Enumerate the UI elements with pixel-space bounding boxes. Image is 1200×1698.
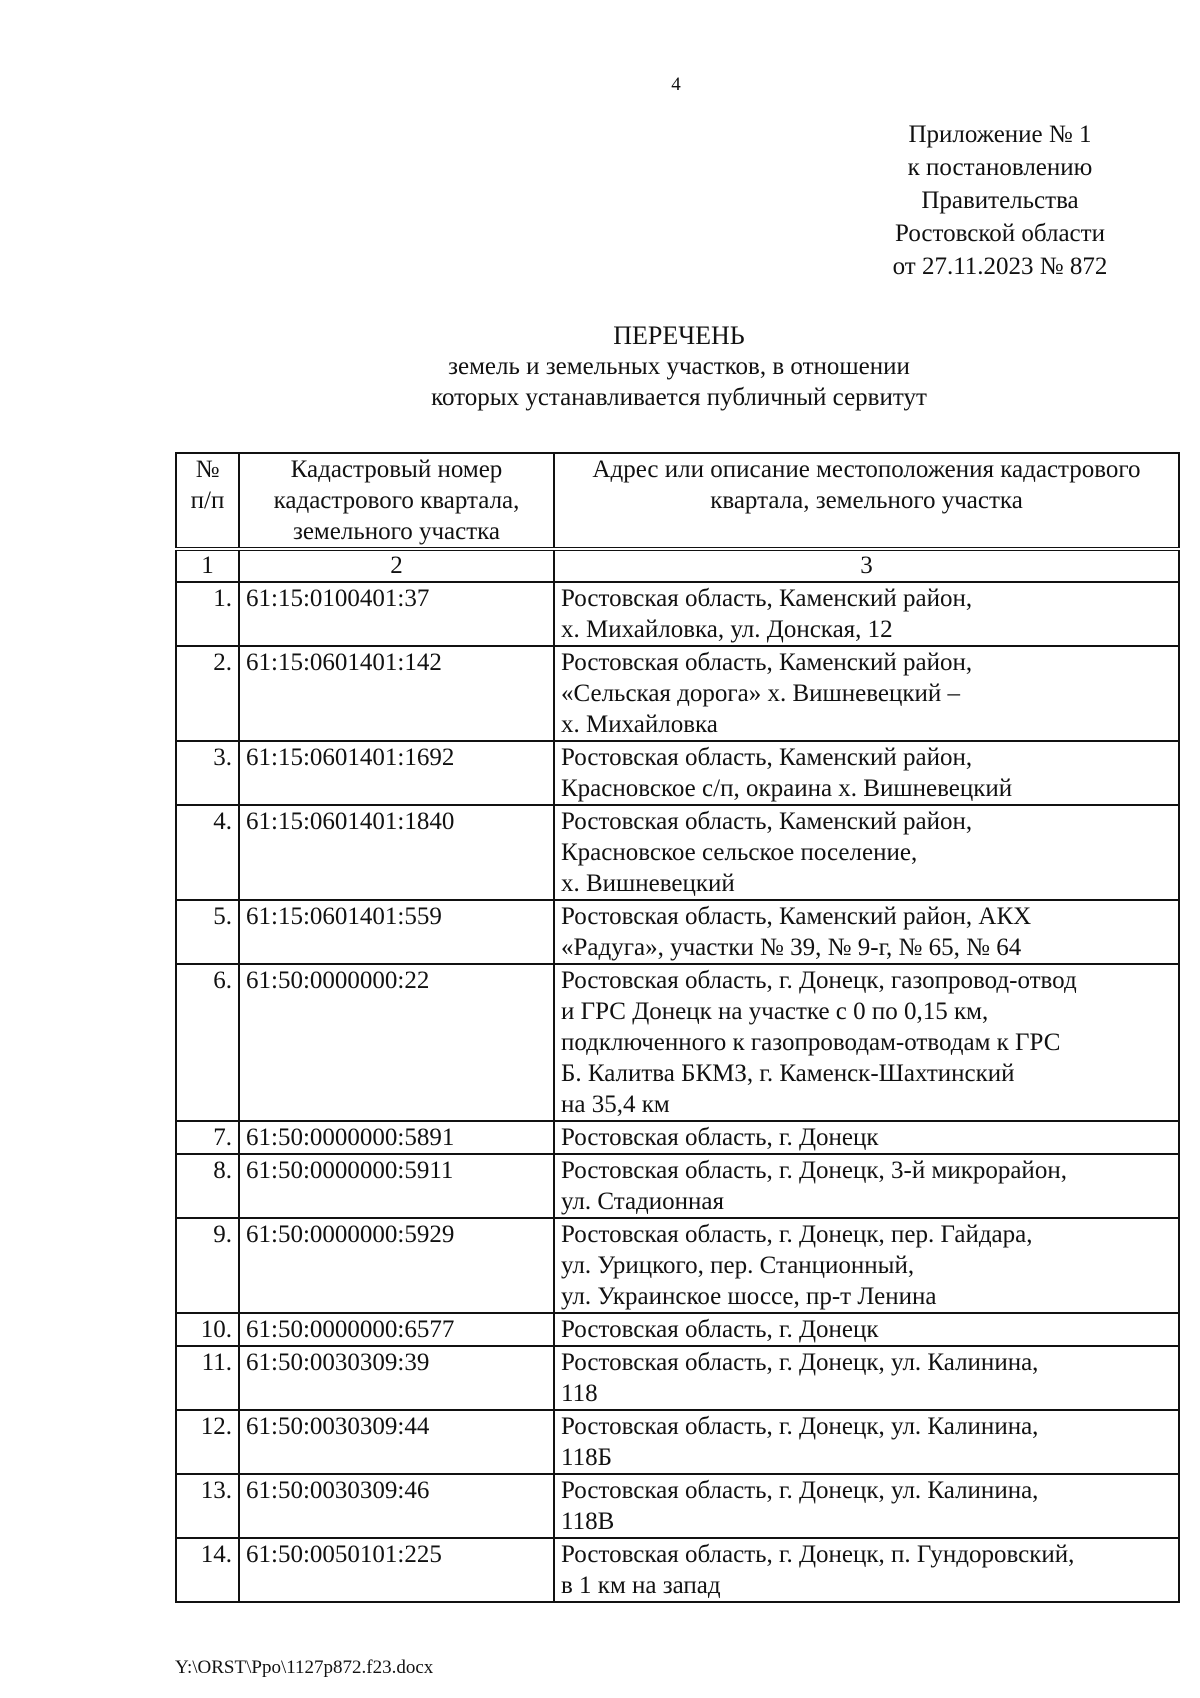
- row-number: 6.: [176, 964, 239, 1121]
- address-line: «Радуга», участки № 39, № 9-г, № 65, № 64: [561, 934, 1022, 961]
- address-description: [554, 582, 1179, 646]
- address-line: Красновское сельское поселение,: [561, 839, 918, 866]
- address-description: [554, 805, 1179, 900]
- address-description: [554, 964, 1179, 1121]
- address-line: ул. Стадионная: [561, 1188, 725, 1215]
- address-line: в 1 км на запад: [561, 1572, 721, 1599]
- address-line: х. Михайловка: [561, 711, 718, 738]
- table-row: [176, 805, 1179, 900]
- address-line: Б. Калитва БКМЗ, г. Каменск-Шахтинский: [561, 1060, 1015, 1087]
- cadastral-number: 61:50:0000000:5911: [239, 1154, 554, 1218]
- address-line: и ГРС Донецк на участке с 0 по 0,15 км,: [561, 998, 989, 1025]
- address-line: Ростовская область, Каменский район,: [561, 744, 973, 771]
- cadastral-number: 61:50:0000000:5891: [239, 1121, 554, 1154]
- table-row: [176, 582, 1179, 646]
- address-line: 118Б: [561, 1444, 612, 1471]
- address-description: [554, 1410, 1179, 1474]
- header-cell-number: № п/п: [176, 453, 239, 549]
- row-number: 8.: [176, 1154, 239, 1218]
- cadastral-number: 61:15:0100401:37: [239, 582, 554, 646]
- address-line: Ростовская область, г. Донецк, ул. Калинина,: [561, 1413, 1039, 1440]
- document-heading: [170, 320, 1188, 413]
- address-line: Ростовская область, г. Донецк, ул. Калинина,: [561, 1477, 1039, 1504]
- row-number: 7.: [176, 1121, 239, 1154]
- address-line: х. Вишневецкий: [561, 870, 735, 897]
- table-row: [176, 741, 1179, 805]
- address-line: Ростовская область, г. Донецк, ул. Калинина,: [561, 1349, 1039, 1376]
- cadastral-number: 61:50:0030309:46: [239, 1474, 554, 1538]
- address-line: Ростовская область, г. Донецк: [561, 1124, 879, 1151]
- address-description: [554, 900, 1179, 964]
- column-number: 3: [554, 549, 1179, 582]
- address-description: [554, 1474, 1179, 1538]
- cadastral-number: 61:50:0030309:39: [239, 1346, 554, 1410]
- document-title: ПЕРЕЧЕНЬ: [613, 321, 745, 350]
- appendix-line: Приложение № 1: [908, 121, 1092, 148]
- address-line: 118В: [561, 1508, 615, 1535]
- row-number: 1.: [176, 582, 239, 646]
- cadastral-number: 61:50:0000000:22: [239, 964, 554, 1121]
- cadastral-number: 61:15:0601401:1840: [239, 805, 554, 900]
- address-description: [554, 1313, 1179, 1346]
- address-description: [554, 646, 1179, 741]
- page-number: 4: [671, 74, 681, 95]
- address-description: [554, 1218, 1179, 1313]
- row-number: 11.: [176, 1346, 239, 1410]
- row-number: 5.: [176, 900, 239, 964]
- column-number: 2: [239, 549, 554, 582]
- row-number: 2.: [176, 646, 239, 741]
- table-row: [176, 1218, 1179, 1313]
- table-header-row: [176, 453, 1179, 549]
- cadastral-number: 61:50:0000000:6577: [239, 1313, 554, 1346]
- address-line: Ростовская область, Каменский район,: [561, 585, 973, 612]
- address-line: х. Михайловка, ул. Донская, 12: [561, 616, 893, 643]
- table-row: [176, 900, 1179, 964]
- address-line: Ростовская область, г. Донецк, пер. Гайдара,: [561, 1221, 1033, 1248]
- row-number: 13.: [176, 1474, 239, 1538]
- row-number: 4.: [176, 805, 239, 900]
- address-line: Ростовская область, Каменский район,: [561, 808, 973, 835]
- appendix-block: [850, 118, 1150, 283]
- appendix-line: Ростовской области: [895, 220, 1105, 247]
- address-description: [554, 1346, 1179, 1410]
- address-line: Ростовская область, г. Донецк: [561, 1316, 879, 1343]
- table-row: [176, 964, 1179, 1121]
- cadastral-number: 61:15:0601401:1692: [239, 741, 554, 805]
- document-subtitle: которых устанавливается публичный сервитут: [431, 384, 927, 411]
- address-line: «Сельская дорога» х. Вишневецкий –: [561, 680, 961, 707]
- table-row: [176, 1313, 1179, 1346]
- cadastral-number: 61:15:0601401:559: [239, 900, 554, 964]
- column-numbers-row: [176, 549, 1179, 582]
- file-path-footer: Y:\ORST\Ppo\1127p872.f23.docx: [175, 1657, 434, 1678]
- row-number: 10.: [176, 1313, 239, 1346]
- appendix-line: Правительства: [921, 187, 1079, 214]
- row-number: 12.: [176, 1410, 239, 1474]
- table-row: [176, 1474, 1179, 1538]
- address-line: ул. Украинское шоссе, пр-т Ленина: [561, 1283, 937, 1310]
- cadastral-number: 61:50:0030309:44: [239, 1410, 554, 1474]
- column-number: 1: [176, 549, 239, 582]
- address-line: на 35,4 км: [561, 1091, 670, 1118]
- address-line: ул. Урицкого, пер. Станционный,: [561, 1252, 915, 1279]
- row-number: 9.: [176, 1218, 239, 1313]
- cadastral-number: 61:50:0050101:225: [239, 1538, 554, 1602]
- cadastral-number: 61:50:0000000:5929: [239, 1218, 554, 1313]
- table-row: [176, 1346, 1179, 1410]
- address-line: Ростовская область, Каменский район, АКХ: [561, 903, 1032, 930]
- address-line: Ростовская область, г. Донецк, 3-й микрорайон,: [561, 1157, 1067, 1184]
- table-row: [176, 1538, 1179, 1602]
- address-line: подключенного к газопроводам-отводам к ГРС: [561, 1029, 1061, 1056]
- header-cell-address: Адрес или описание местоположения кадастрового квартала, земельного участка: [554, 453, 1179, 549]
- row-number: 14.: [176, 1538, 239, 1602]
- address-line: Красновское с/п, окраина х. Вишневецкий: [561, 775, 1013, 802]
- address-description: [554, 741, 1179, 805]
- table-row: [176, 1121, 1179, 1154]
- header-cell-cadastral: Кадастровый номер кадастрового квартала, земельного участка: [239, 453, 554, 549]
- appendix-line: от 27.11.2023 № 872: [892, 253, 1108, 280]
- cadastral-number: 61:15:0601401:142: [239, 646, 554, 741]
- address-description: [554, 1121, 1179, 1154]
- address-line: 118: [561, 1380, 598, 1407]
- row-number: 3.: [176, 741, 239, 805]
- table-row: [176, 646, 1179, 741]
- address-line: Ростовская область, г. Донецк, п. Гундоровский,: [561, 1541, 1075, 1568]
- address-line: Ростовская область, г. Донецк, газопровод-отвод: [561, 967, 1077, 994]
- land-plots-table: [175, 452, 1180, 1603]
- table-row: [176, 1154, 1179, 1218]
- address-line: Ростовская область, Каменский район,: [561, 649, 973, 676]
- address-description: [554, 1538, 1179, 1602]
- address-description: [554, 1154, 1179, 1218]
- document-subtitle: земель и земельных участков, в отношении: [448, 353, 910, 380]
- table-row: [176, 1410, 1179, 1474]
- appendix-line: к постановлению: [907, 154, 1093, 181]
